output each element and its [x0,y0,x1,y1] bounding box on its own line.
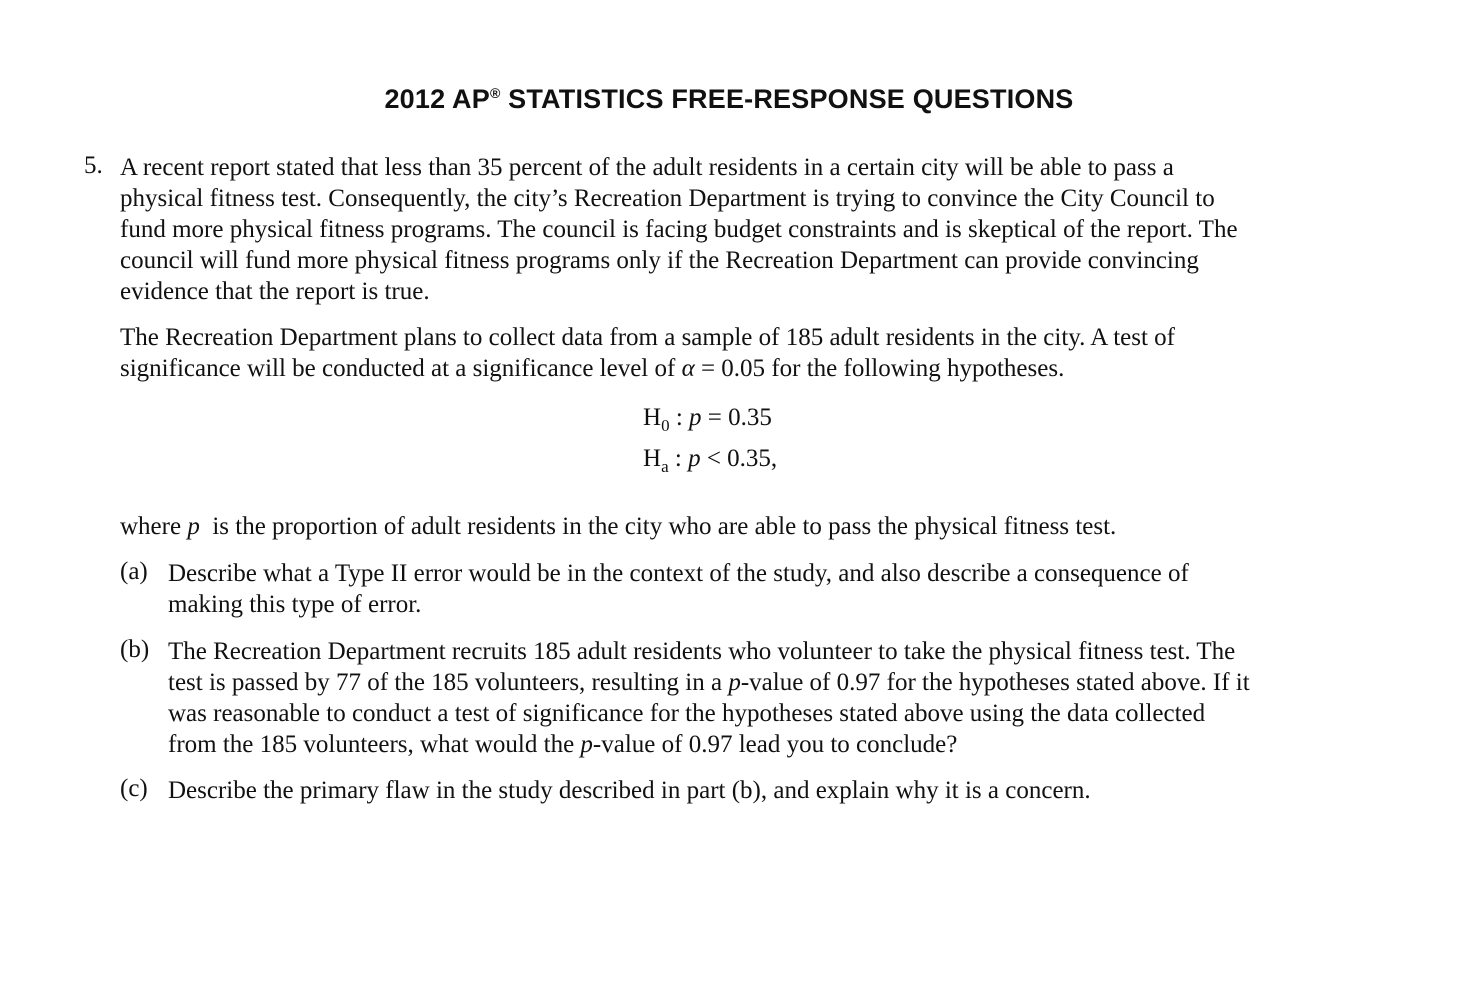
part-b-line-2-pre: test is passed by 77 of the 185 volunteers, resulting in a [168,669,729,696]
alpha-symbol: α [681,355,695,382]
where-post: is the proportion of adult residents in the city who are able to pass the physical fitness test. [199,513,1117,540]
part-a-line: making this type of error. [168,591,422,618]
part-b-text [168,636,1378,760]
alpha-value: = 0.05 [694,355,766,382]
part-b-line-4-pre: from the 185 volunteers, what would the [168,731,581,758]
where-pre: where [120,513,188,540]
h0-letter: H [643,404,662,431]
h0-variable: p [689,404,702,431]
ha-value: < 0.35, [700,445,778,472]
part-c-text [168,775,1378,806]
where-variable: p [187,513,200,540]
plan-line-2-post: for the following hypotheses. [765,355,1065,382]
part-c-line: Describe the primary flaw in the study described in part (b), and explain why it is a concern. [168,777,1091,804]
where-line [120,511,1370,542]
part-b-line-4-post: -value of 0.97 lead you to conclude? [592,731,958,758]
part-b-label: (b) [120,636,150,663]
where-statement [120,511,1370,542]
ha-subscript: a [661,457,669,476]
intro-line: evidence that the report is true. [120,278,430,305]
ha-variable: p [688,445,701,472]
plan-line-2-pre: significance will be conducted at a significance level of [120,355,682,382]
intro-line: fund more physical fitness programs. The council is facing budget constraints and is skeptical of the report. The [120,216,1238,243]
p-variable: p [580,731,593,758]
part-b-line-4 [168,729,1378,760]
part-b-line-2 [168,667,1378,698]
part-b-line-3: was reasonable to conduct a test of significance for the hypotheses stated above using the data collected [168,700,1206,727]
h0-subscript: 0 [661,416,670,435]
alternative-hypothesis [643,445,777,477]
part-a-label: (a) [120,558,148,585]
intro-line: council will fund more physical fitness programs only if the Recreation Department can provide convincing [120,247,1199,274]
title-suffix: STATISTICS FREE-RESPONSE QUESTIONS [500,84,1074,114]
question-intro [120,152,1370,307]
ha-letter: H [643,445,662,472]
null-hypothesis [643,404,772,436]
registered-mark: ® [489,85,501,101]
ha-colon: : [668,445,689,472]
h0-value: = 0.35 [701,404,772,431]
part-b-line-1: The Recreation Department recruits 185 adult residents who volunteer to take the physical fitness test. The [168,638,1236,665]
h0-colon: : [669,404,690,431]
page-title [0,84,1458,115]
title-prefix: 2012 AP [384,84,490,114]
part-c-label: (c) [120,775,148,802]
plan-line-1: The Recreation Department plans to collect data from a sample of 185 adult residents in the city. A test of [120,324,1176,351]
part-b-line-2-post: -value of 0.97 for the hypotheses stated above. If it [740,669,1250,696]
part-a-text [168,558,1378,620]
question-number: 5. [84,152,103,179]
intro-line: A recent report stated that less than 35 percent of the adult residents in a certain city will be able to pass a [120,154,1174,181]
part-a-line: Describe what a Type II error would be in the context of the study, and also describe a consequence of [168,560,1189,587]
plan-line-2 [120,353,1370,384]
study-plan-paragraph [120,322,1370,384]
p-variable: p [728,669,741,696]
intro-line: physical fitness test. Consequently, the city’s Recreation Department is trying to convince the City Council to [120,185,1215,212]
